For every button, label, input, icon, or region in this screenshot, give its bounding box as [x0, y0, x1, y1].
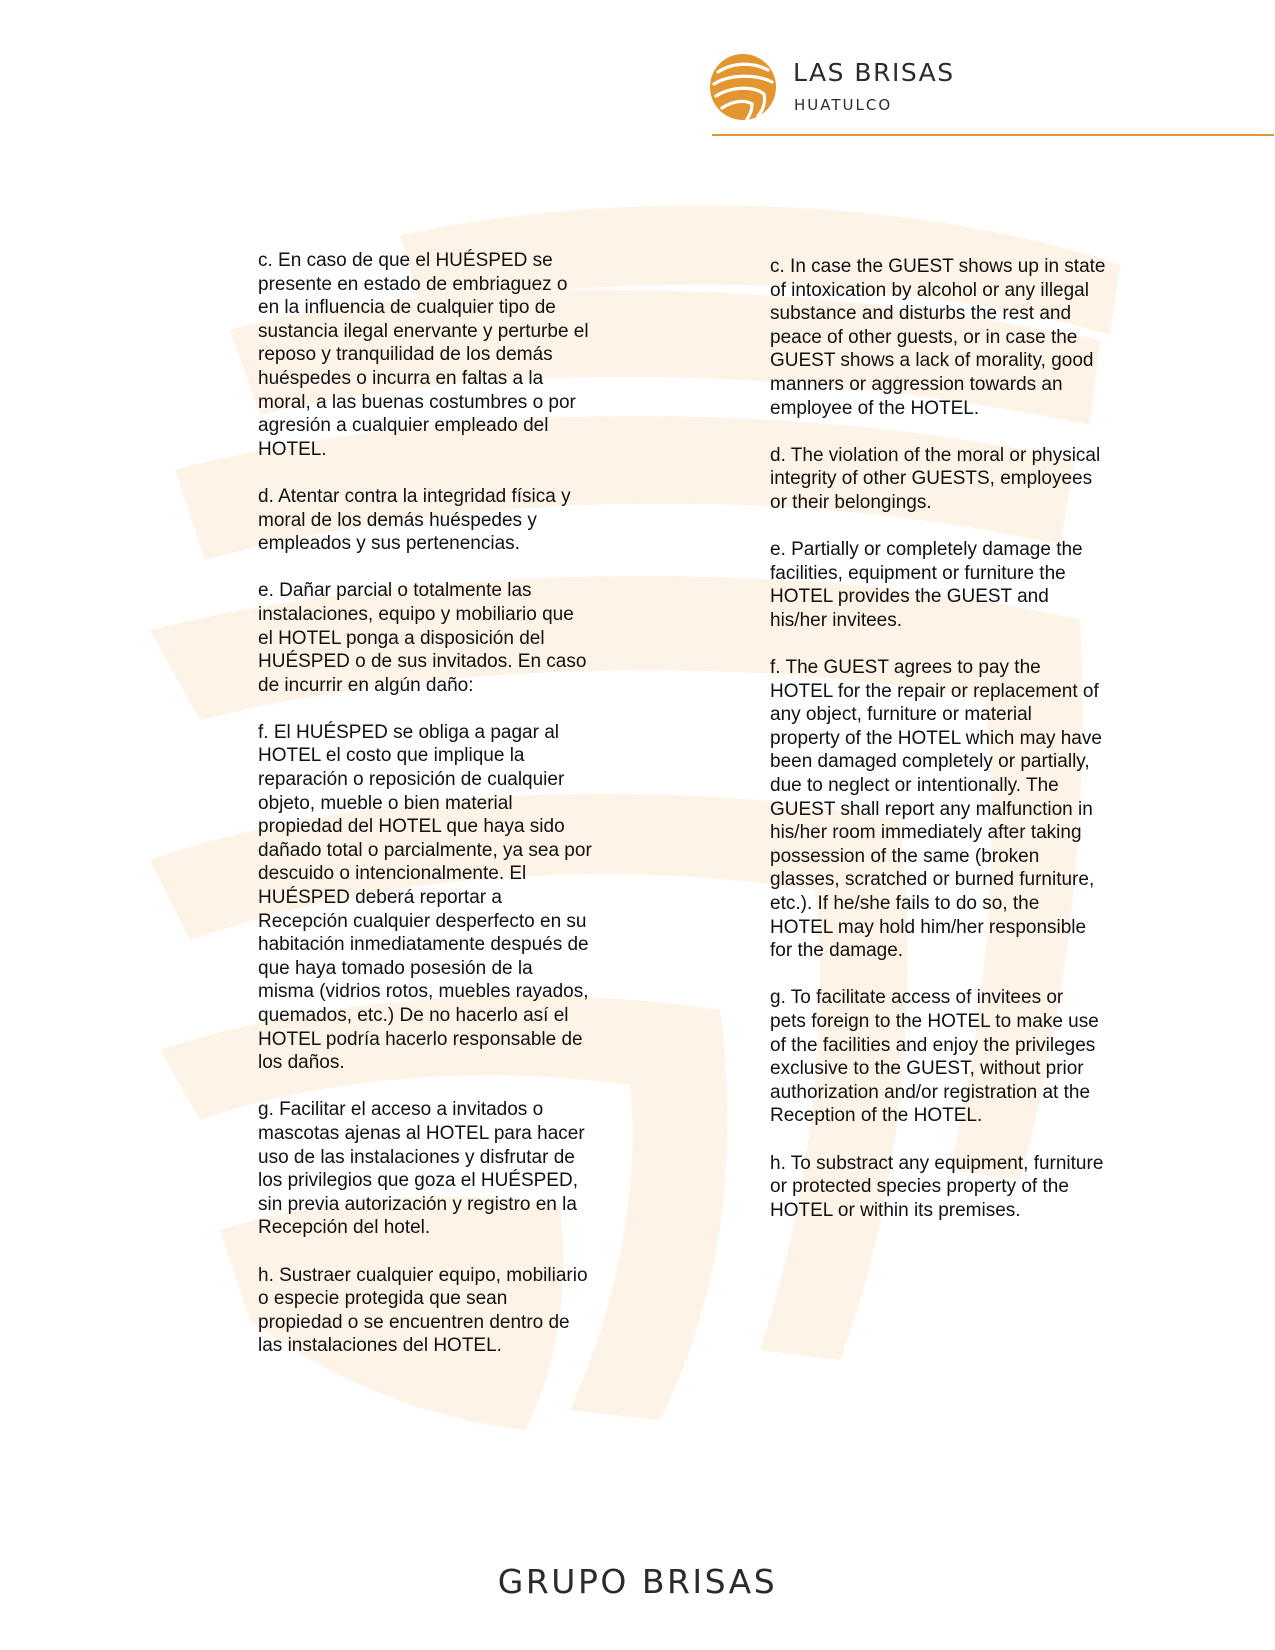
clause-es-g: g. Facilitar el acceso a invitados o mascotas ajenas al HOTEL para hacer uso de las instalaciones y disfrutar de los privilegios que goza el HUÉSPED, sin previa autorización y registro en la Recepción del hotel. [258, 1099, 585, 1239]
clause-en-g: g. To facilitate access of invitees or pets foreign to the HOTEL to make use of the facilities and enjoy the privileges exclusive to the GUEST, without prior authorization and/or registration at the Reception of the HOTEL. [770, 987, 1099, 1127]
brand-location: HUATULCO [794, 96, 893, 114]
clause-es-c: c. En caso de que el HUÉSPED se presente en estado de embriaguez o en la influencia de cualquier tipo de sustancia ilegal enervante y perturbe el reposo y tranquilidad de los demás huéspedes o incurra en faltas a la moral, a las buenas costumbres o por agresión a cualquier empleado del HOTEL. [258, 250, 589, 460]
english-clauses-column [770, 255, 1150, 1246]
clause-es-e: e. Dañar parcial o totalmente las instalaciones, equipo y mobiliario que el HOTEL ponga a disposición del HUÉSPED o de sus invitados. En caso de incurrir en algún daño: [258, 580, 587, 696]
header-divider [712, 134, 1274, 136]
clause-es-f: f. El HUÉSPED se obliga a pagar al HOTEL el costo que implique la reparación o reposición de cualquier objeto, mueble o bien material propiedad del HOTEL que haya sido dañado total o parcialmente, ya sea por descuido o intencionalmente. El HUÉSPED deberá reportar a Recepción cualquier desperfecto en su habitación inmediatamente después de que haya tomado posesión de la misma (vidrios rotos, muebles rayados, quemados, etc.) De no hacerlo así el HOTEL podría hacerlo responsable de los daños. [258, 721, 592, 1074]
clause-en-f: f. The GUEST agrees to pay the HOTEL for the repair or replacement of any object, furniture or material property of the HOTEL which may have been damaged completely or partially, due to neglect or intentionally. The GUEST shall report any malfunction in his/her room immediately after taking possession of the same (broken glasses, scratched or burned furniture, etc.). If he/she fails to do so, the HOTEL may hold him/her responsible for the damage. [770, 657, 1102, 962]
clause-en-c: c. In case the GUEST shows up in state of intoxication by alcohol or any illegal substance and disturbs the rest and peace of other guests, or in case the GUEST shows a lack of morality, good manners or aggression towards an employee of the HOTEL. [770, 256, 1106, 419]
grupo-brisas-footer-logo: GRUPO BRISAS [497, 1562, 778, 1601]
clause-es-h: h. Sustraer cualquier equipo, mobiliario o especie protegida que sean propiedad o se encuentren dentro de las instalaciones del HOTEL. [258, 1264, 588, 1357]
clause-es-d: d. Atentar contra la integridad física y moral de los demás huéspedes y empleados y sus pertenencias. [258, 485, 571, 555]
spanish-clauses-column [258, 249, 638, 1382]
las-brisas-logo-icon [708, 52, 778, 122]
clause-en-e: e. Partially or completely damage the facilities, equipment or furniture the HOTEL provides the GUEST and his/her invitees. [770, 539, 1083, 631]
brand-name: LAS BRISAS [793, 58, 955, 87]
clause-en-h: h. To substract any equipment, furniture or protected species property of the HOTEL or within its premises. [770, 1152, 1104, 1221]
clause-en-d: d. The violation of the moral or physical integrity of other GUESTS, employees or their belongings. [770, 444, 1101, 513]
